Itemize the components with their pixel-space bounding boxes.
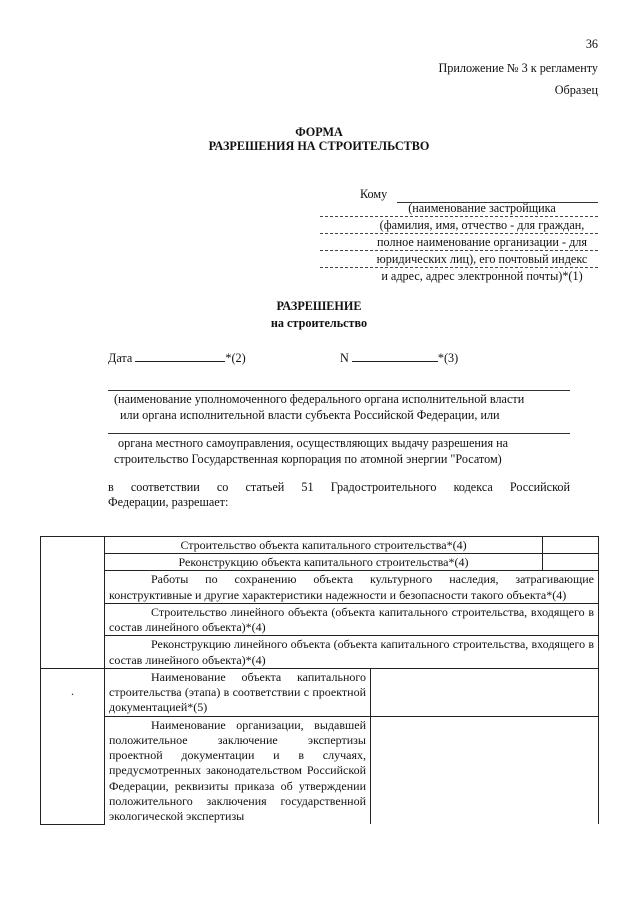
recipient-dash-1 <box>320 216 598 217</box>
row-number: . <box>41 668 105 824</box>
date-label: Дата <box>108 351 133 365</box>
object-name-label: Наименование объекта капитального строительства (этапа) в соответствии с проектной документацией*(5) <box>105 668 371 716</box>
table-row <box>41 636 599 668</box>
work-type-linear-construction: Строительство линейного объекта (объекта капитального строительства, входящего в состав линейного объекта)*(4) <box>105 603 599 635</box>
work-type-linear-reconstruction: Реконструкцию линейного объекта (объекта капитального строительства, входящего в состав линейного объекта)*(4) <box>105 636 599 668</box>
expertise-organization-label: Наименование организации, выдавшей положительное заключение экспертизы проектной документации и в случаях, предусмотренных законодательством Российской Федерации, реквизиты приказа об утверждении положительного заключения государственной экологической экспертизы <box>105 716 371 824</box>
row-number <box>41 537 105 669</box>
number-footnote: *(3) <box>437 351 459 365</box>
permit-subtitle: на строительство <box>270 316 368 330</box>
table-row <box>41 537 599 554</box>
recipient-label: Кому <box>360 187 388 201</box>
legal-basis-line-1: в соответствии со статьей 51 Градостроительного кодекса Российской <box>108 480 570 494</box>
recipient-dash-4 <box>320 267 598 268</box>
authority-hint-1: (наименование уполномоченного федерального органа исполнительной власти <box>114 392 525 406</box>
number-label: N <box>340 351 349 365</box>
object-name-value[interactable] <box>371 668 599 716</box>
form-title: ФОРМА <box>295 125 343 139</box>
authority-line-2 <box>108 433 570 434</box>
authority-hint-3: органа местного самоуправления, осуществляющих выдачу разрешения на <box>118 436 509 450</box>
number-field <box>340 350 458 367</box>
recipient-dash-2 <box>320 233 598 234</box>
permit-table <box>40 536 599 825</box>
recipient-dash-3 <box>320 250 598 251</box>
page-number: 36 <box>585 37 598 51</box>
authority-hint-2: или органа исполнительной власти субъекта Российской Федерации, или <box>120 408 500 422</box>
authority-hint-4: строительство Государственная корпорация по атомной энергии "Росатом) <box>114 452 502 466</box>
work-type-reconstruction: Реконструкцию объекта капитального строительства*(4) <box>105 554 543 571</box>
date-footnote: *(2) <box>225 351 246 365</box>
recipient-hint-4: юридических лиц), его почтовый индекс <box>376 252 588 266</box>
table-row <box>41 716 599 824</box>
table-row <box>41 603 599 635</box>
number-blank[interactable] <box>352 350 438 362</box>
expertise-organization-value[interactable] <box>371 716 599 824</box>
recipient-hint-5: и адрес, адрес электронной почты)*(1) <box>381 269 583 283</box>
recipient-hint-3: полное наименование организации - для <box>377 235 587 249</box>
recipient-hint-1: (наименование застройщика <box>408 201 556 215</box>
date-blank[interactable] <box>135 350 225 362</box>
legal-basis-line-2: Федерации, разрешает: <box>108 495 229 509</box>
sample-label: Образец <box>554 83 598 97</box>
table-row <box>41 554 599 571</box>
date-field <box>108 350 246 367</box>
appendix-reference: Приложение № 3 к регламенту <box>438 61 598 75</box>
table-row <box>41 571 599 603</box>
work-type-mark[interactable] <box>543 537 599 554</box>
table-row <box>41 668 599 716</box>
recipient-hint-2: (фамилия, имя, отчество - для граждан, <box>379 218 585 232</box>
work-type-new-construction: Строительство объекта капитального строительства*(4) <box>105 537 543 554</box>
work-type-heritage: Работы по сохранению объекта культурного наследия, затрагивающие конструктивные и другие характеристики надежности и безопасности такого объекта*(4) <box>105 571 599 603</box>
form-subtitle: РАЗРЕШЕНИЯ НА СТРОИТЕЛЬСТВО <box>208 139 430 153</box>
permit-title: РАЗРЕШЕНИЕ <box>276 299 362 313</box>
authority-line-1 <box>108 390 570 391</box>
work-type-mark[interactable] <box>543 554 599 571</box>
